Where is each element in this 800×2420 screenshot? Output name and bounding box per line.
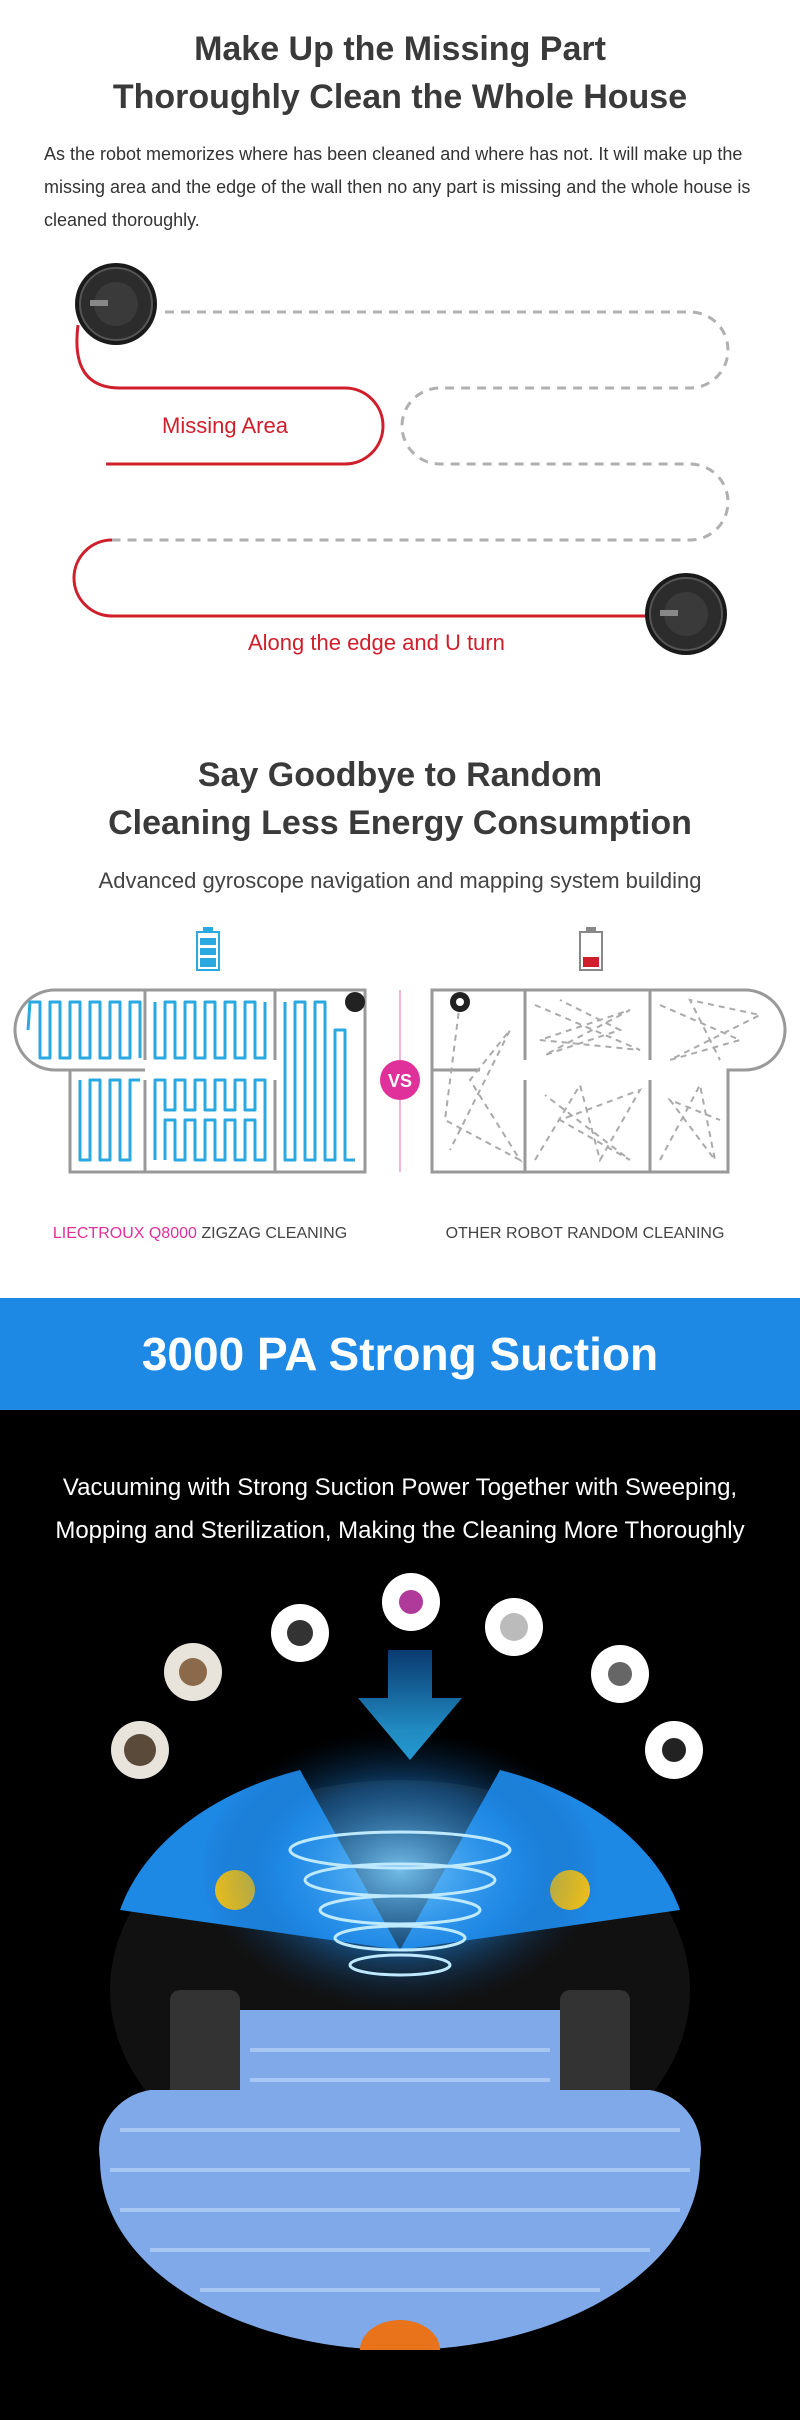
- vs-text: VS: [387, 1071, 413, 1091]
- suction-illustration: [0, 1570, 800, 2420]
- suction-description-line1: Vacuuming with Strong Suction Power Together with Sweeping,: [62, 1474, 738, 1501]
- section1-title-line1: Make Up the Missing Part: [194, 30, 606, 68]
- random-caption: OTHER ROBOT RANDOM CLEANING: [445, 1225, 725, 1242]
- suction-banner: [0, 1298, 800, 1410]
- missing-area-label: Missing Area: [162, 413, 288, 438]
- robot-top-icon: [75, 263, 157, 345]
- edge-label: Along the edge and U turn: [248, 630, 505, 655]
- comparison-diagram: [0, 920, 800, 1220]
- robot-bottom-icon: [645, 573, 727, 655]
- section1-description: As the robot memorizes where has been cleaned and where has not. It will make up the missing area and the edge of the wall then no any part is missing and the whole house is cleaned thoroughly.: [44, 144, 751, 230]
- suction-section: [0, 1410, 800, 2420]
- brand-name: LIECTROUX Q8000: [52, 1225, 197, 1242]
- banner-title: 3000 PA Strong Suction: [141, 1328, 659, 1380]
- zigzag-floorplan: [15, 990, 365, 1172]
- suction-description-line2: Mopping and Sterilization, Making the Cleaning More Thoroughly: [55, 1517, 745, 1544]
- section2-title-line2: Cleaning Less Energy Consumption: [108, 804, 692, 842]
- navigation-section: [0, 700, 800, 1298]
- edge-path: [74, 540, 650, 616]
- section1-title-line2: Thoroughly Clean the Whole House: [112, 78, 688, 116]
- random-floorplan: [432, 990, 785, 1172]
- missing-part-section: [0, 0, 800, 700]
- section2-subtitle: Advanced gyroscope navigation and mapping system building: [98, 868, 702, 893]
- zigzag-label: ZIGZAG CLEANING: [196, 1225, 348, 1242]
- battery-low-icon: [580, 927, 602, 970]
- missing-area-path: [77, 325, 383, 464]
- battery-full-icon: [197, 927, 219, 970]
- section2-title-line1: Say Goodbye to Random: [197, 756, 603, 794]
- zigzag-caption: [40, 1225, 360, 1243]
